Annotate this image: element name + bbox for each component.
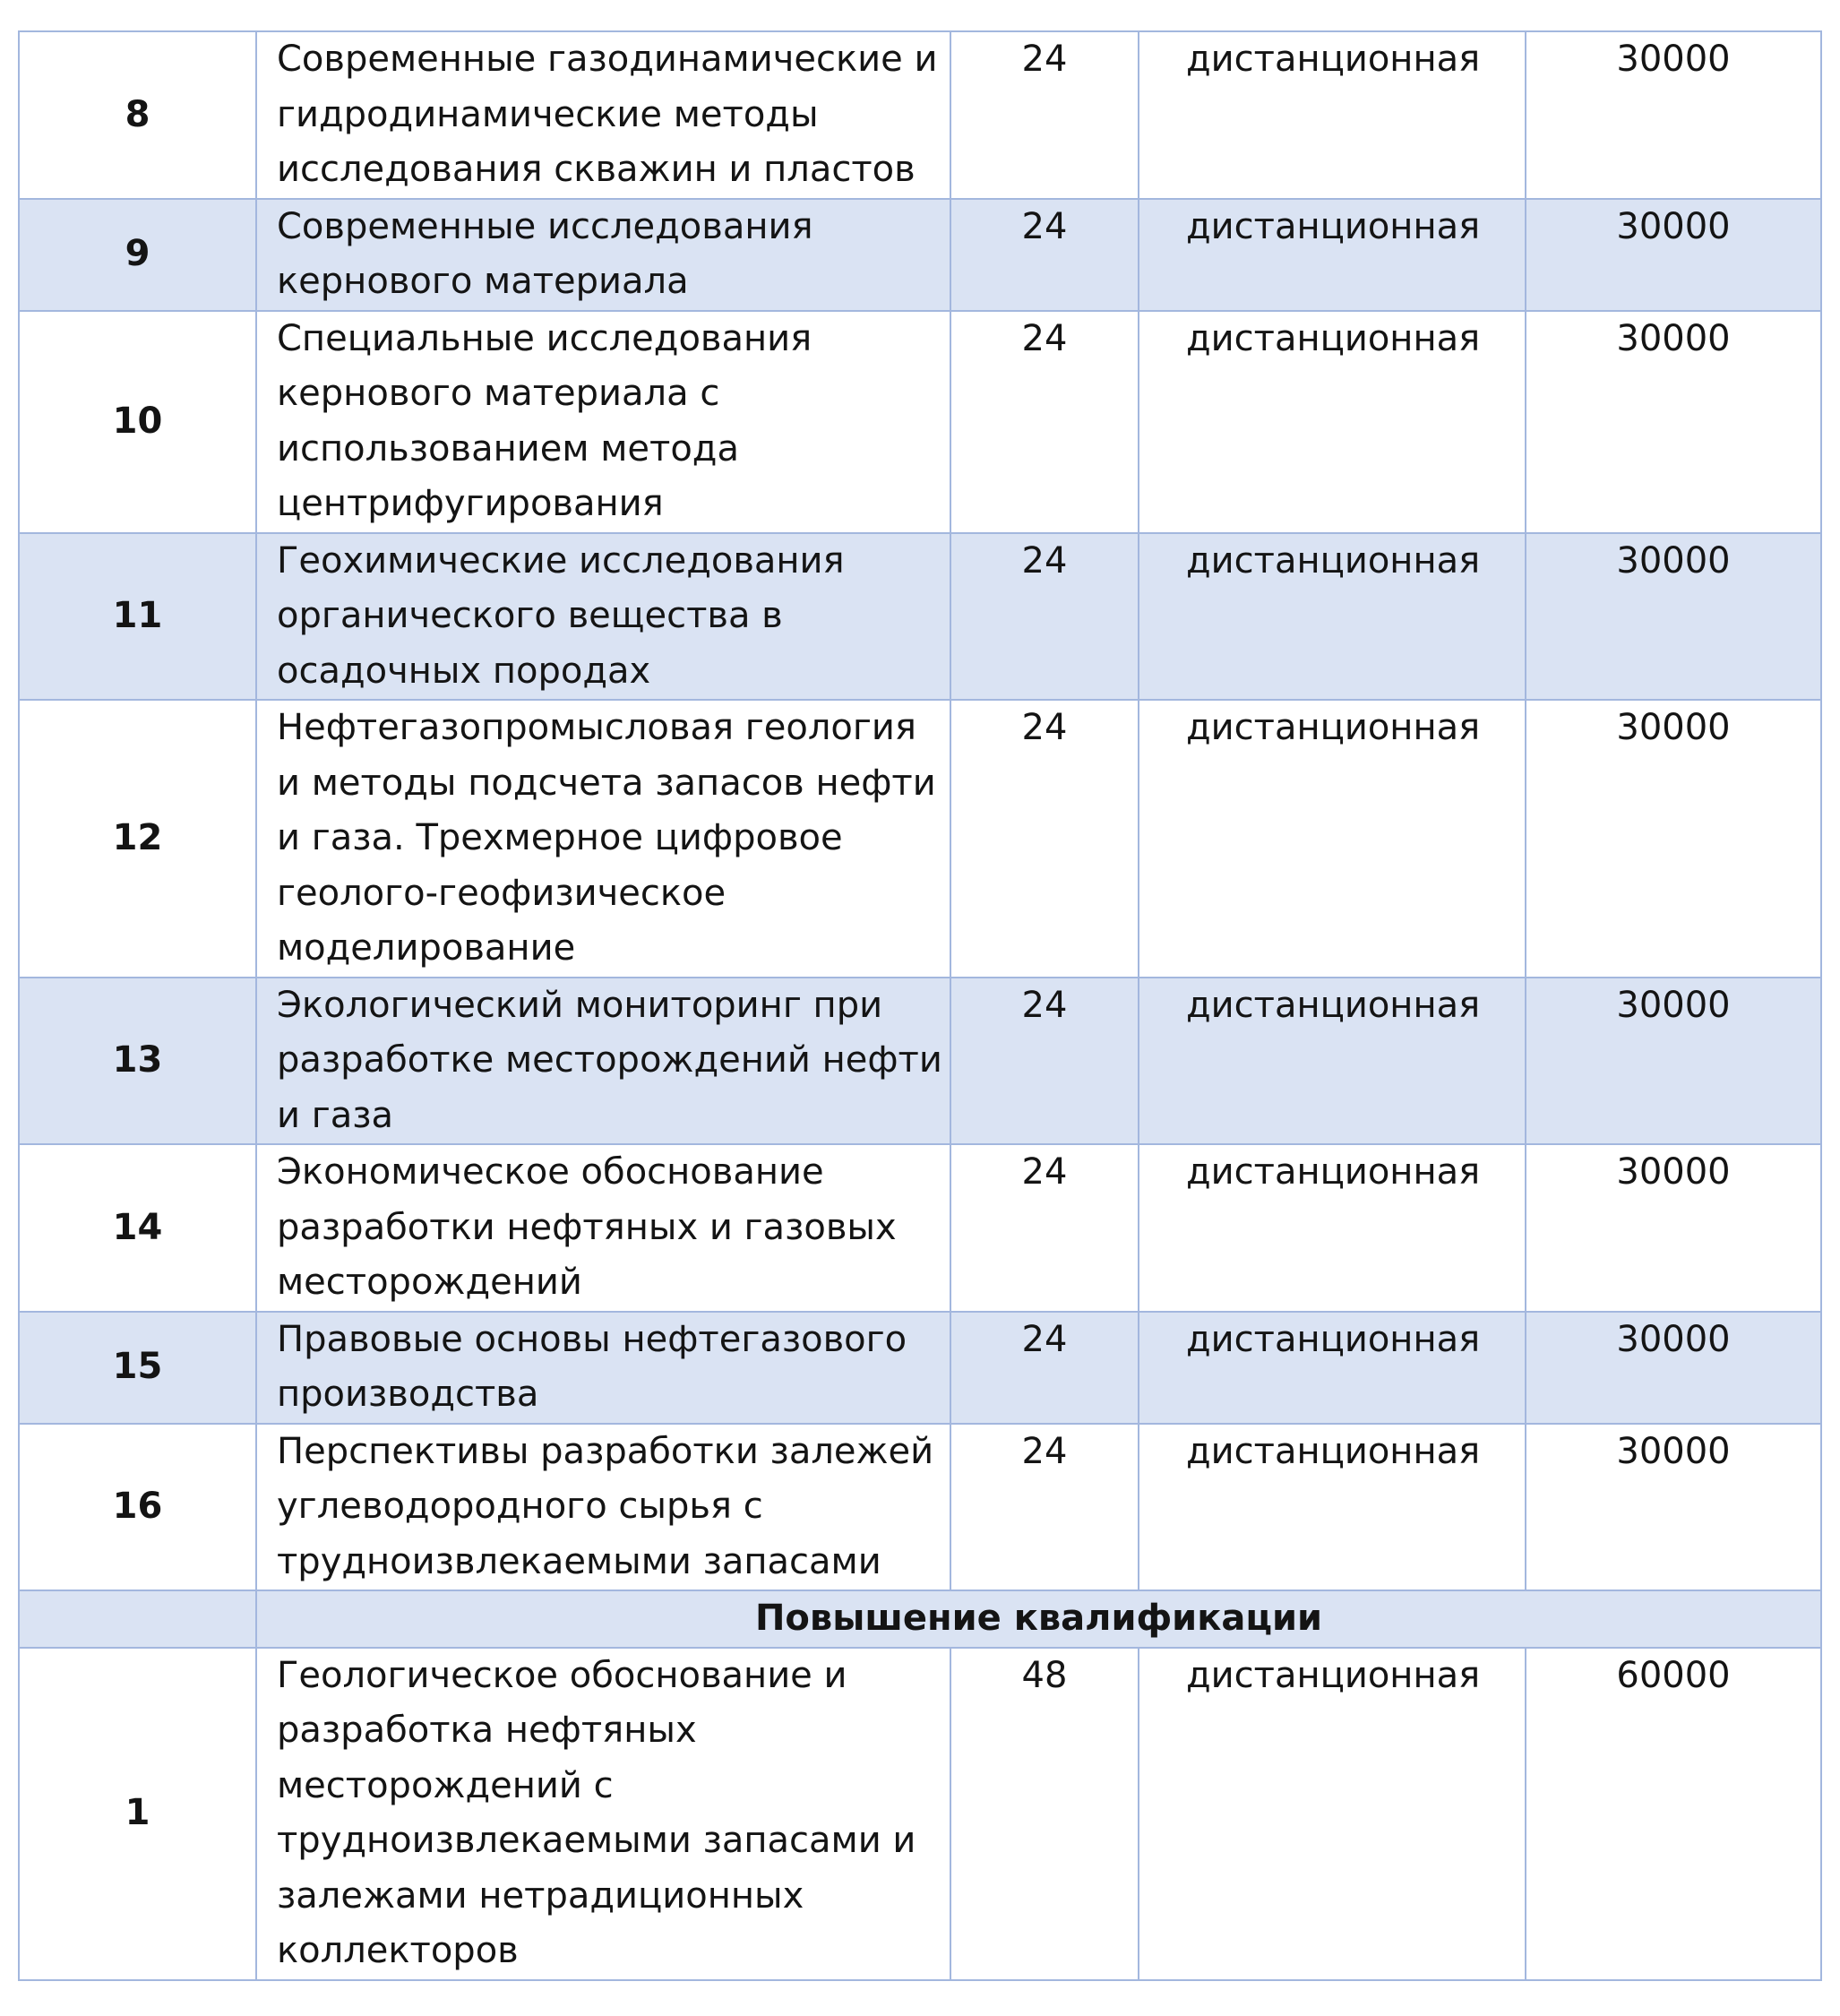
row-number-cell — [19, 199, 256, 311]
course-price: 30000 — [1616, 707, 1731, 748]
course-title-cell — [256, 700, 950, 978]
course-hours: 24 — [1021, 1430, 1068, 1472]
course-title: Современные газодинамические и гидродинамические методы исследования скважин и пластов — [277, 39, 938, 190]
course-title-cell — [256, 31, 950, 199]
table-row — [19, 1144, 1821, 1312]
course-hours: 48 — [1021, 1654, 1068, 1696]
courses-table-body — [19, 31, 1821, 1980]
course-price-cell — [1526, 978, 1821, 1145]
row-number-cell — [19, 1312, 256, 1424]
course-price: 30000 — [1616, 205, 1731, 247]
course-format: дистанционная — [1186, 1151, 1481, 1193]
course-hours-cell — [950, 1312, 1139, 1424]
row-number-cell — [19, 533, 256, 701]
course-format: дистанционная — [1186, 1430, 1481, 1472]
section-empty-cell — [19, 1590, 256, 1648]
course-format-cell — [1139, 31, 1526, 199]
course-format: дистанционная — [1186, 707, 1481, 748]
course-format-cell — [1139, 533, 1526, 701]
course-price: 30000 — [1616, 1430, 1731, 1472]
course-format: дистанционная — [1186, 1318, 1481, 1360]
course-hours-cell — [950, 978, 1139, 1145]
course-hours-cell — [950, 1648, 1139, 1980]
course-title-cell — [256, 1648, 950, 1980]
row-number: 8 — [125, 93, 150, 135]
course-price-cell — [1526, 1424, 1821, 1591]
course-title: Современные исследования кернового материала — [277, 205, 813, 302]
row-number-cell — [19, 700, 256, 978]
course-price: 30000 — [1616, 984, 1731, 1026]
row-number: 12 — [112, 817, 163, 858]
course-format-cell — [1139, 311, 1526, 533]
course-hours: 24 — [1021, 539, 1068, 582]
course-format-cell — [1139, 1312, 1526, 1424]
course-title-cell — [256, 311, 950, 533]
course-title-cell — [256, 199, 950, 311]
row-number: 9 — [125, 233, 150, 275]
row-number: 10 — [112, 400, 163, 442]
course-hours: 24 — [1021, 39, 1068, 80]
course-title: Специальные исследования кернового материала с использованием метода центрифугирования — [277, 317, 813, 524]
table-row — [19, 978, 1821, 1145]
course-price-cell — [1526, 1144, 1821, 1312]
table-row — [19, 31, 1821, 199]
course-title: Нефтегазопромысловая геология и методы подсчета запасов нефти и газа. Трехмерное цифровое геолого-геофизическое моделирование — [277, 707, 936, 969]
table-row — [19, 1648, 1821, 1980]
course-title: Геохимические исследования органического вещества в осадочных породах — [277, 539, 845, 692]
row-number-cell — [19, 31, 256, 199]
course-format-cell — [1139, 700, 1526, 978]
section-title: Повышение квалификации — [256, 1590, 1821, 1648]
course-hours: 24 — [1021, 1318, 1068, 1360]
course-price-cell — [1526, 311, 1821, 533]
table-row — [19, 700, 1821, 978]
course-hours: 24 — [1021, 317, 1068, 359]
course-format-cell — [1139, 1648, 1526, 1980]
section-row — [19, 1590, 1821, 1648]
course-title-cell — [256, 1312, 950, 1424]
course-format: дистанционная — [1186, 317, 1481, 359]
course-format: дистанционная — [1186, 539, 1481, 582]
row-number: 15 — [112, 1346, 163, 1388]
row-number-cell — [19, 978, 256, 1145]
course-price: 30000 — [1616, 539, 1731, 582]
course-price-cell — [1526, 31, 1821, 199]
course-price-cell — [1526, 533, 1821, 701]
row-number: 14 — [112, 1206, 163, 1248]
table-row — [19, 311, 1821, 533]
course-title: Правовые основы нефтегазового производства — [277, 1318, 907, 1415]
course-format-cell — [1139, 1424, 1526, 1591]
course-title-cell — [256, 978, 950, 1145]
course-hours-cell — [950, 533, 1139, 701]
course-title: Геологическое обоснование и разработка нефтяных месторождений с трудноизвлекаемыми запасами и залежами нетрадиционных коллекторов — [277, 1654, 916, 1971]
course-price-cell — [1526, 1312, 1821, 1424]
course-title-cell — [256, 1424, 950, 1591]
course-hours: 24 — [1021, 984, 1068, 1026]
course-title: Экономическое обоснование разработки нефтяных и газовых месторождений — [277, 1151, 897, 1303]
course-price-cell — [1526, 199, 1821, 311]
course-title: Перспективы разработки залежей углеводородного сырья с трудноизвлекаемыми запасами — [277, 1430, 934, 1582]
course-hours-cell — [950, 1144, 1139, 1312]
table-row — [19, 1312, 1821, 1424]
table-row — [19, 199, 1821, 311]
course-hours-cell — [950, 700, 1139, 978]
row-number-cell — [19, 1144, 256, 1312]
row-number: 16 — [112, 1486, 163, 1527]
course-format: дистанционная — [1186, 984, 1481, 1026]
table-row — [19, 533, 1821, 701]
course-price-cell — [1526, 700, 1821, 978]
row-number-cell — [19, 311, 256, 533]
row-number: 11 — [112, 595, 163, 636]
course-hours: 24 — [1021, 1151, 1068, 1193]
course-title-cell — [256, 1144, 950, 1312]
course-hours: 24 — [1021, 707, 1068, 748]
row-number: 13 — [112, 1039, 163, 1081]
course-format-cell — [1139, 1144, 1526, 1312]
course-hours-cell — [950, 1424, 1139, 1591]
course-price-cell — [1526, 1648, 1821, 1980]
course-title-cell — [256, 533, 950, 701]
course-hours-cell — [950, 199, 1139, 311]
course-hours-cell — [950, 31, 1139, 199]
table-row — [19, 1424, 1821, 1591]
course-price: 60000 — [1616, 1654, 1731, 1696]
course-format-cell — [1139, 978, 1526, 1145]
row-number: 1 — [125, 1792, 150, 1834]
row-number-cell — [19, 1424, 256, 1591]
course-price: 30000 — [1616, 1151, 1731, 1193]
course-price: 30000 — [1616, 317, 1731, 359]
course-hours-cell — [950, 311, 1139, 533]
row-number-cell — [19, 1648, 256, 1980]
course-format: дистанционная — [1186, 1654, 1481, 1696]
course-hours: 24 — [1021, 205, 1068, 247]
course-price: 30000 — [1616, 1318, 1731, 1360]
course-format-cell — [1139, 199, 1526, 311]
courses-table — [18, 30, 1822, 1981]
course-title: Экологический мониторинг при разработке месторождений нефти и газа — [277, 984, 942, 1136]
course-format: дистанционная — [1186, 205, 1481, 247]
course-format: дистанционная — [1186, 39, 1481, 80]
course-price: 30000 — [1616, 39, 1731, 80]
